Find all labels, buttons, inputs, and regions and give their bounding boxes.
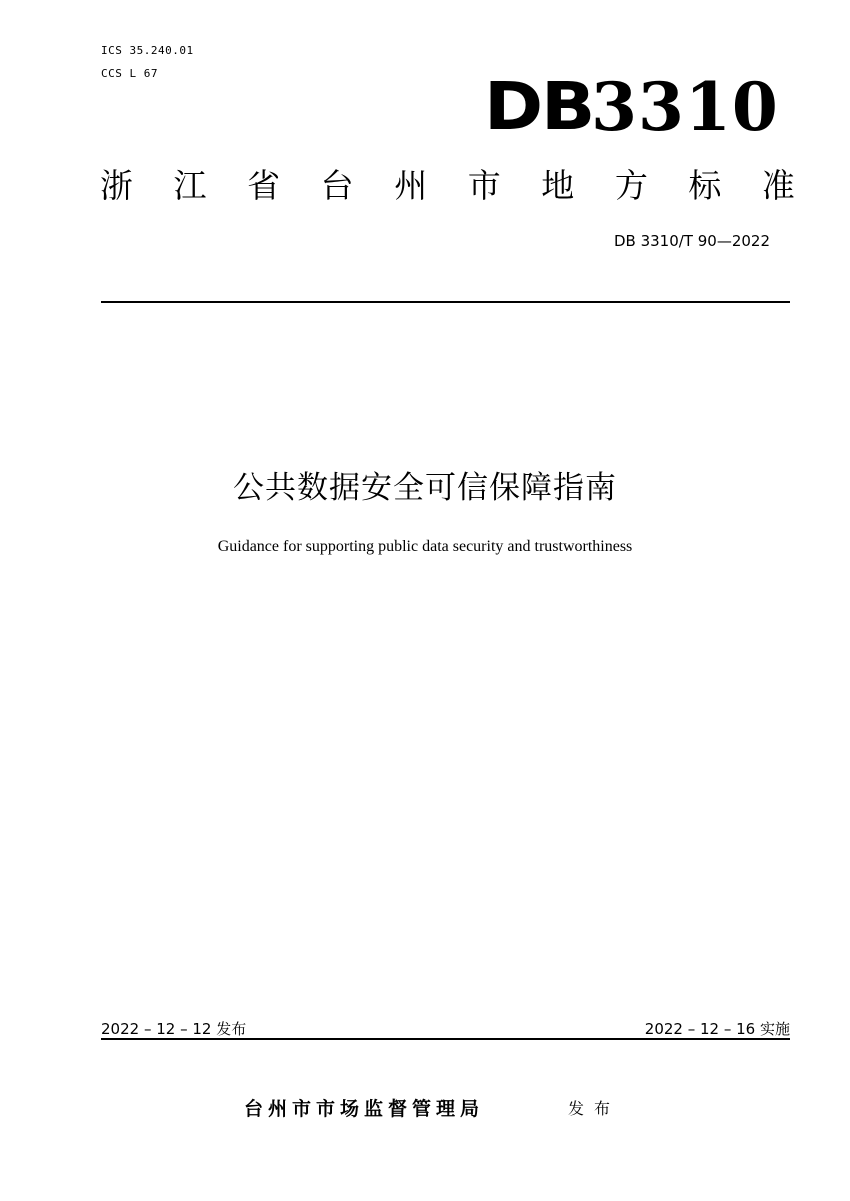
db-logo xyxy=(484,68,779,146)
title-char: 台 xyxy=(320,166,354,205)
implement-date: 2022 – 12 – 16 实施 xyxy=(644,1020,790,1038)
title-char: 浙 xyxy=(100,166,133,205)
document-title: 公共数据安全可信保障指南 xyxy=(233,470,617,506)
issue-label: 发布 xyxy=(568,1099,621,1118)
title-char: 方 xyxy=(614,166,648,205)
title-char: 地 xyxy=(541,166,575,205)
bottom-divider xyxy=(101,1038,790,1040)
ics-code: ICS 35.240.01 xyxy=(101,44,194,57)
title-char: 江 xyxy=(173,166,207,205)
issuing-authority: 台州市市场监督管理局 xyxy=(244,1098,485,1120)
standard-category-title xyxy=(100,164,795,208)
publish-date: 2022 – 12 – 12 发布 xyxy=(101,1020,247,1038)
title-char: 州 xyxy=(394,166,428,205)
document-subtitle: Guidance for supporting public data security and trustworthiness xyxy=(217,538,633,555)
top-divider xyxy=(101,301,790,303)
db-logo-code: 3310 xyxy=(591,68,779,146)
title-char: 省 xyxy=(247,166,281,205)
ccs-code: CCS L 67 xyxy=(101,67,158,80)
standard-number: DB 3310/T 90—2022 xyxy=(613,232,770,250)
title-char: 准 xyxy=(761,166,795,205)
title-char: 标 xyxy=(688,166,722,205)
db-logo-letters: DB xyxy=(484,68,594,145)
title-char: 市 xyxy=(467,166,501,205)
